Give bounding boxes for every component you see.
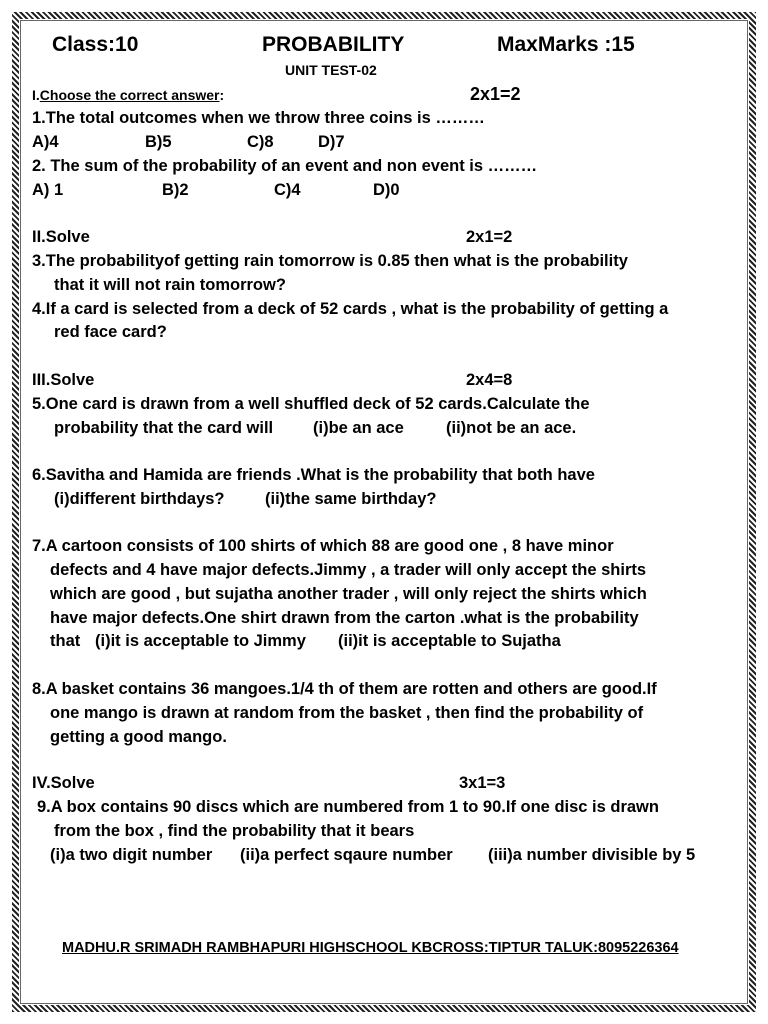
question-9-part-iii: (iii)a number divisible by 5 (488, 846, 696, 864)
test-name: UNIT TEST-02 (285, 62, 377, 78)
question-6-part-i: (i)different birthdays? (54, 490, 225, 508)
question-8-line-1: 8.A basket contains 36 mangoes.1/4 th of them are rotten and others are good.If (32, 680, 657, 698)
question-3-line-2: that it will not rain tomorrow? (54, 276, 286, 294)
section2-marks: 2x1=2 (466, 228, 513, 246)
question-5-part-ii: (ii)not be an ace. (446, 419, 577, 437)
section4-heading: IV.Solve (32, 774, 95, 792)
question-1: 1.The total outcomes when we throw three coins is ……… (32, 109, 485, 127)
question-3-line-1: 3.The probabilityof getting rain tomorrow is 0.85 then what is the probability (32, 252, 628, 270)
question-9-part-ii: (ii)a perfect sqaure number (240, 846, 453, 864)
question-9-line-1: 9.A box contains 90 discs which are numbered from 1 to 90.If one disc is drawn (37, 798, 659, 816)
class-label: Class:10 (52, 33, 139, 56)
max-marks: MaxMarks :15 (497, 33, 635, 56)
question-5-line-2: probability that the card will (54, 419, 274, 437)
question-9-part-i: (i)a two digit number (50, 846, 213, 864)
question-8-line-3: getting a good mango. (50, 728, 227, 746)
q1-option-a: A)4 (32, 133, 59, 151)
footer-credit: MADHU.R SRIMADH RAMBHAPURI HIGHSCHOOL KBCROSS:TIPTUR TALUK:8095226364 (62, 940, 679, 956)
question-2: 2. The sum of the probability of an event and non event is ……… (32, 157, 538, 175)
subject-title: PROBABILITY (262, 33, 405, 56)
question-8-line-2: one mango is drawn at random from the basket , then find the probability of (50, 704, 644, 722)
section1-heading (32, 87, 224, 103)
q2-option-d: D)0 (373, 181, 400, 199)
section1-numeral: I. (32, 87, 40, 103)
section3-marks: 2x4=8 (466, 371, 513, 389)
q1-option-c: C)8 (247, 133, 274, 151)
q1-option-d: D)7 (318, 133, 345, 151)
question-5-part-i: (i)be an ace (313, 419, 404, 437)
question-9-line-2: from the box , find the probability that it bears (54, 822, 415, 840)
question-7-line-4: have major defects.One shirt drawn from the carton .what is the probability (50, 609, 639, 627)
question-7-line-5: that (50, 632, 81, 650)
question-7-line-1: 7.A cartoon consists of 100 shirts of which 88 are good one , 8 have minor (32, 537, 614, 555)
question-7-line-2: defects and 4 have major defects.Jimmy , a trader will only accept the shirts (50, 561, 647, 579)
question-5-line-1: 5.One card is drawn from a well shuffled deck of 52 cards.Calculate the (32, 395, 590, 413)
question-6-line-1: 6.Savitha and Hamida are friends .What is the probability that both have (32, 466, 595, 484)
question-4-line-2: red face card? (54, 323, 167, 341)
section1-colon: : (219, 87, 225, 103)
section2-heading: II.Solve (32, 228, 90, 246)
q2-option-a: A) 1 (32, 181, 64, 199)
q1-option-b: B)5 (145, 133, 172, 151)
question-7-part-ii: (ii)it is acceptable to Sujatha (338, 632, 561, 650)
question-4-line-1: 4.If a card is selected from a deck of 52 cards , what is the probability of getting a (32, 300, 669, 318)
q2-option-b: B)2 (162, 181, 189, 199)
section1-marks: 2x1=2 (470, 84, 521, 104)
question-7-line-3: which are good , but sujatha another trader , will only reject the shirts which (50, 585, 647, 603)
question-6-part-ii: (ii)the same birthday? (265, 490, 437, 508)
question-7-part-i: (i)it is acceptable to Jimmy (95, 632, 306, 650)
section1-title: Choose the correct answer (39, 87, 220, 103)
section4-marks: 3x1=3 (459, 774, 506, 792)
section3-heading: III.Solve (32, 371, 95, 389)
q2-option-c: C)4 (274, 181, 301, 199)
